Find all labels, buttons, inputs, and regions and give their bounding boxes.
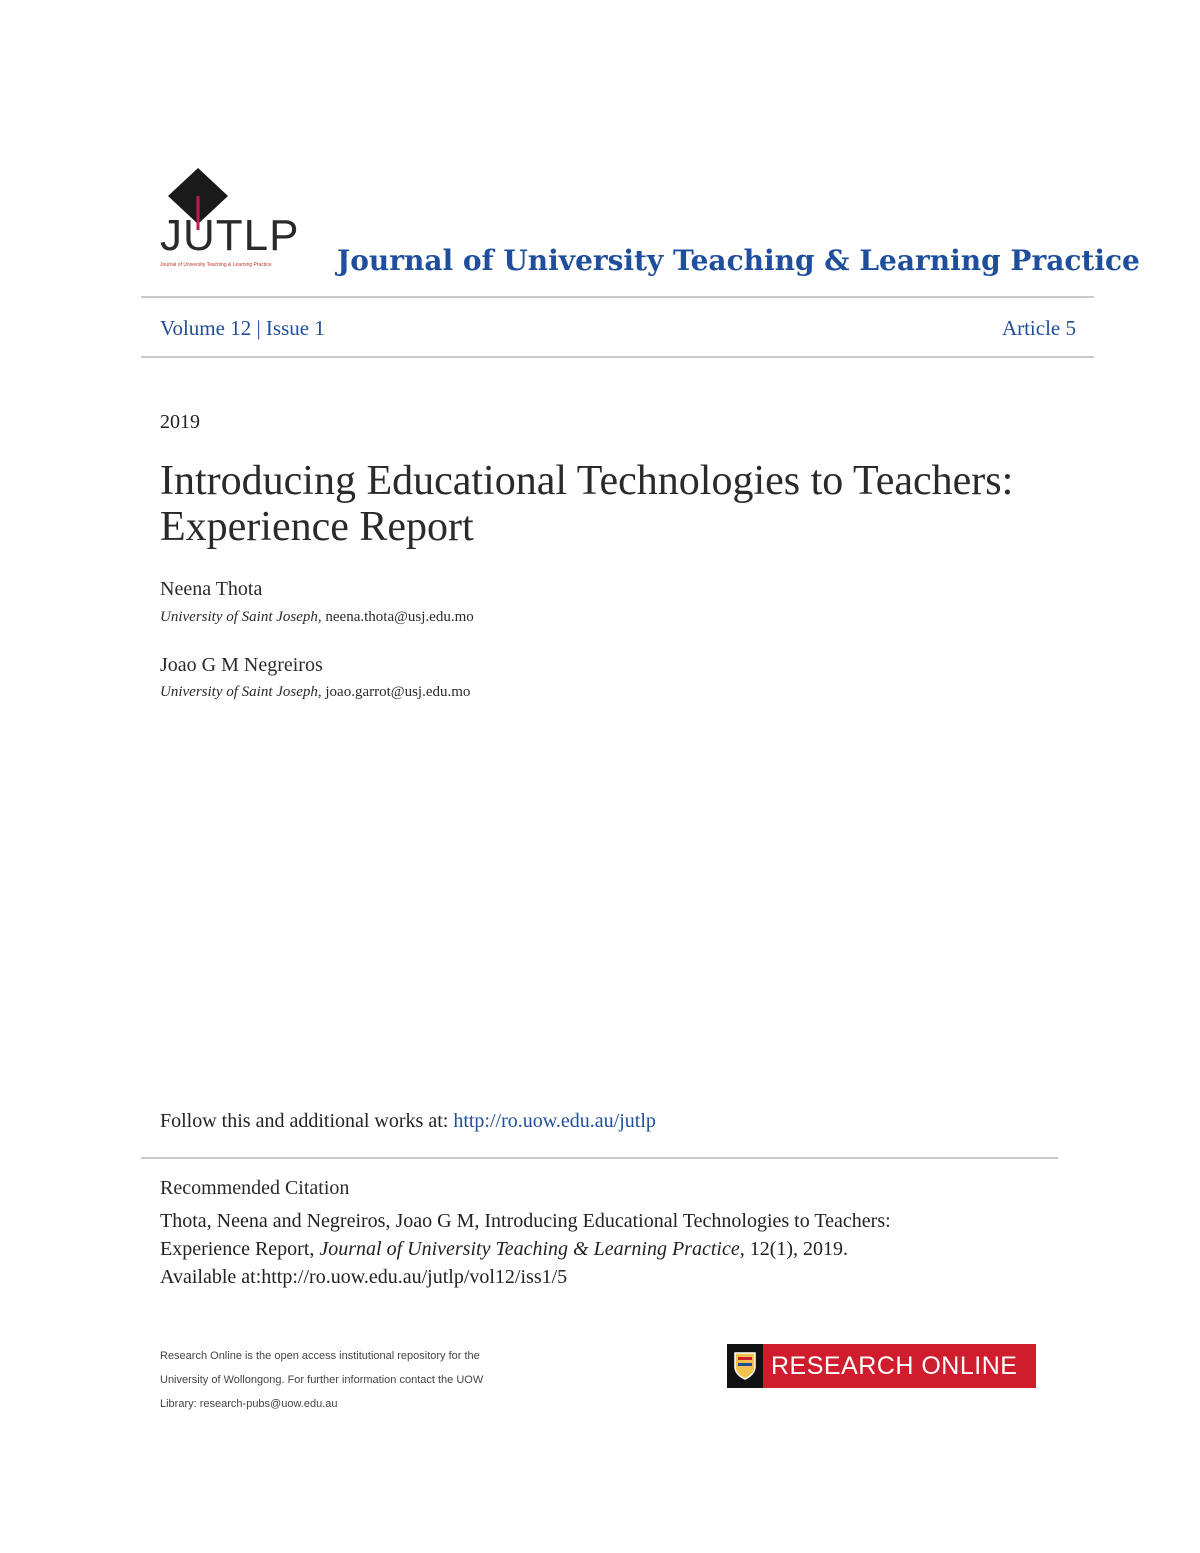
affiliation-comma: , (317, 609, 326, 625)
publication-year: 2019 (160, 411, 200, 433)
citation-title-end: Experience Report, (160, 1238, 320, 1260)
logo-subtitle: Journal of University Teaching & Learning Practice (160, 262, 272, 268)
volume-link[interactable]: Volume 12 (160, 316, 252, 340)
research-online-badge[interactable] (727, 1344, 1036, 1388)
affiliation-institution: University of Saint Joseph (160, 684, 318, 700)
article-title (160, 458, 1060, 550)
citation-journal: Journal of University Teaching & Learning Practice (319, 1238, 740, 1260)
citation-rule (141, 1157, 1058, 1159)
citation-line-1: Thota, Neena and Negreiros, Joao G M, Introducing Educational Technologies to Teachers: (160, 1210, 891, 1232)
header-rule-bottom (141, 356, 1094, 358)
author-email[interactable]: joao.garrot@usj.edu.mo (325, 684, 471, 700)
author-name[interactable]: Joao G M Negreiros (160, 654, 323, 676)
author-email[interactable]: neena.thota@usj.edu.mo (325, 609, 474, 625)
affiliation-institution: University of Saint Joseph (160, 609, 318, 625)
author-affiliation (160, 684, 470, 701)
volume-issue (160, 316, 325, 341)
follow-text: Follow this and additional works at: (160, 1110, 454, 1132)
repository-notice-line-2: University of Wollongong. For further information contact the UOW (160, 1374, 484, 1386)
research-online-label: RESEARCH ONLINE (771, 1351, 1018, 1380)
citation-available[interactable]: Available at:http://ro.uow.edu.au/jutlp/vol12/iss1/5 (160, 1266, 568, 1288)
author-name[interactable]: Neena Thota (160, 578, 263, 600)
article-title-line-2: Experience Report (160, 504, 474, 550)
article-title-line-1: Introducing Educational Technologies to Teachers: (160, 458, 1014, 504)
citation-body (160, 1207, 1060, 1291)
logo-wordmark: JUTLP (160, 211, 300, 260)
citation-heading: Recommended Citation (160, 1177, 350, 1199)
author-affiliation (160, 609, 474, 626)
repository-notice (160, 1344, 580, 1416)
issue-link[interactable]: Issue 1 (265, 316, 325, 340)
journal-title[interactable]: Journal of University Teaching & Learning Practice (337, 244, 1140, 277)
citation-volume-year: , 12(1), 2019. (739, 1238, 849, 1260)
header-rule-top (141, 296, 1094, 298)
affiliation-comma: , (317, 684, 326, 700)
repository-notice-line-1: Research Online is the open access institutional repository for the (160, 1350, 480, 1362)
citation-line-2 (160, 1235, 1060, 1263)
repository-notice-line-3[interactable]: Library: research-pubs@uow.edu.au (160, 1398, 338, 1410)
volume-issue-separator: | (256, 316, 261, 340)
follow-line (160, 1110, 656, 1133)
follow-link[interactable]: http://ro.uow.edu.au/jutlp (453, 1110, 656, 1132)
uow-shield-icon (727, 1344, 763, 1388)
article-number-link[interactable]: Article 5 (1001, 316, 1076, 340)
